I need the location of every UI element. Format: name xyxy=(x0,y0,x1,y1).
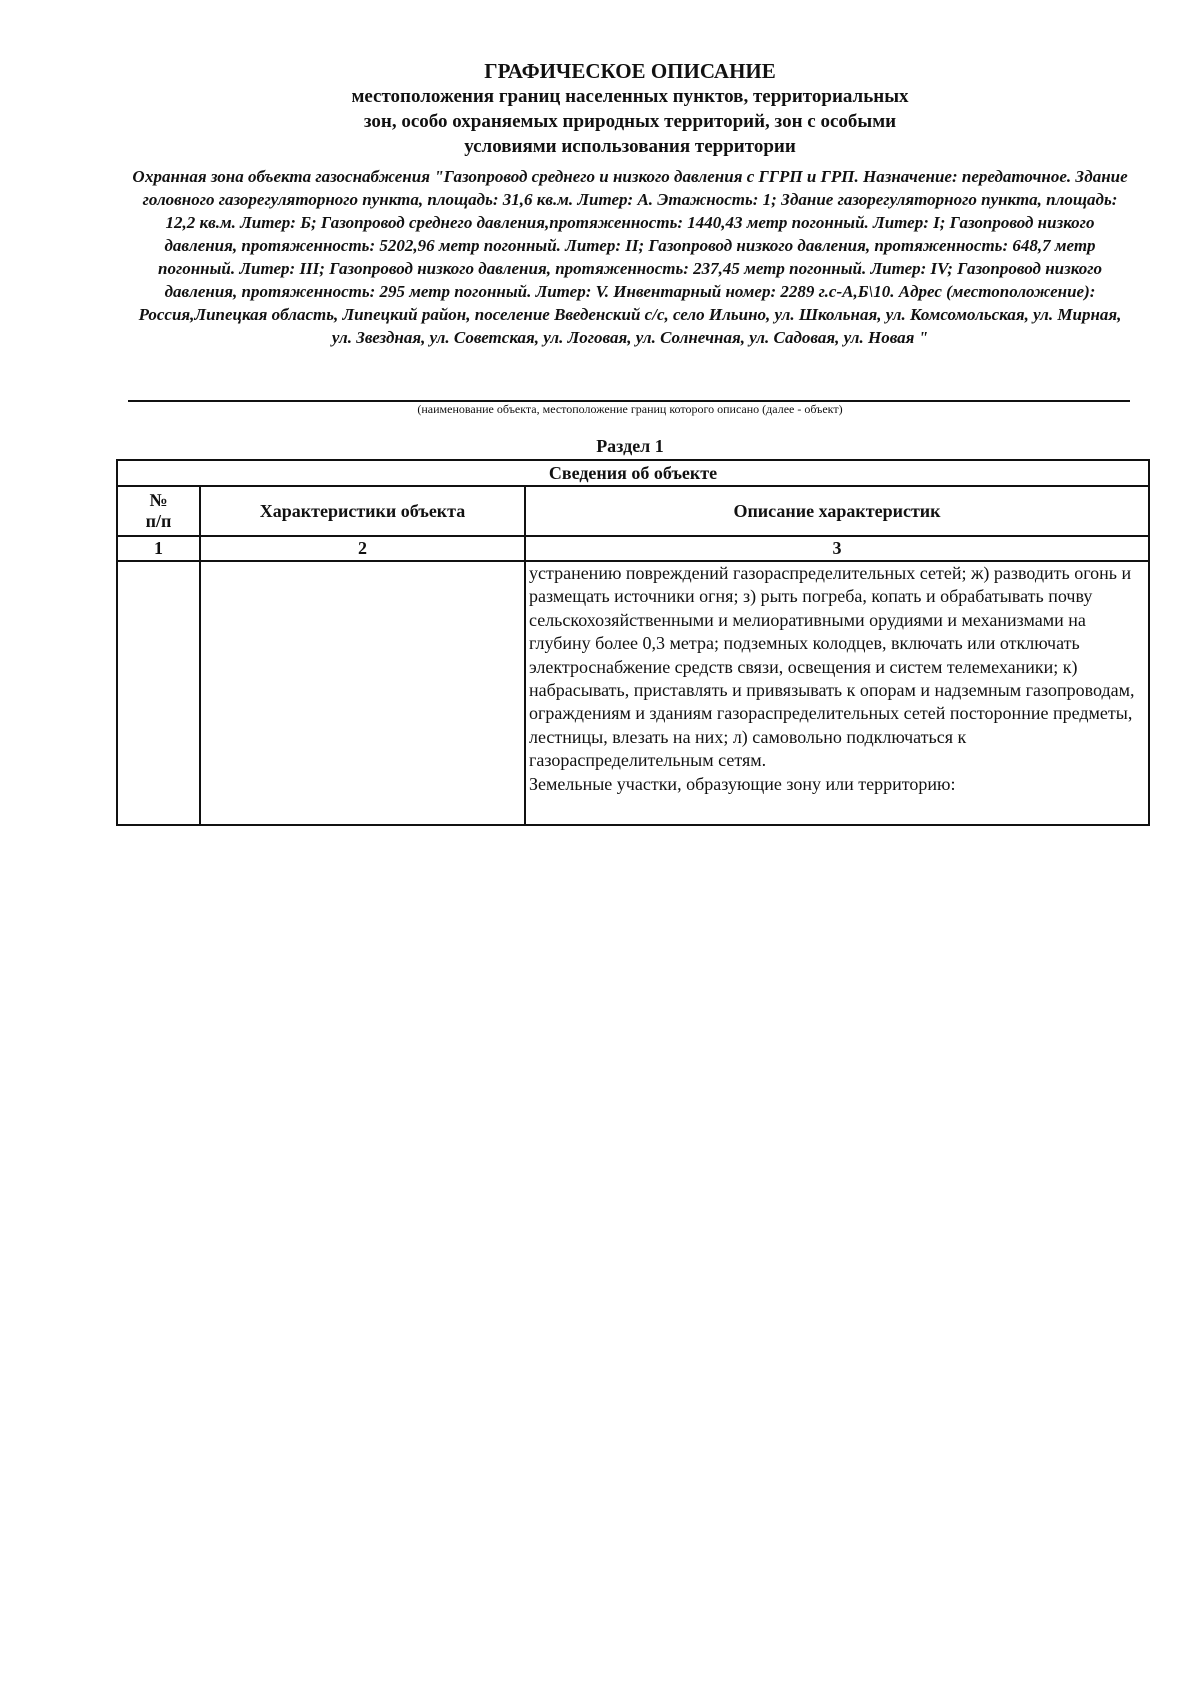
column-numbers-row xyxy=(117,536,1149,561)
row-description xyxy=(526,562,1148,796)
table-title: Сведения об объекте xyxy=(117,460,1149,486)
table-title-row xyxy=(117,460,1149,486)
subtitle-line: зон, особо охраняемых природных территорий, зон с особыми xyxy=(363,111,897,132)
document-title: ГРАФИЧЕСКОЕ ОПИСАНИЕ xyxy=(484,59,776,83)
object-name-caption: (наименование объекта, местоположение границ которого описано (далее - объект) xyxy=(417,402,843,416)
table-row xyxy=(117,561,1149,825)
header-number-abbr: п/п xyxy=(145,511,172,531)
table-header-row xyxy=(117,486,1149,536)
subtitle-line: условиями использования территории xyxy=(464,136,796,157)
object-info-table xyxy=(116,459,1150,826)
description-text: устранению повреждений газораспределительных сетей; ж) разводить огонь и размещать источники огня; з) рыть погреба, копать и обрабатывать почву сельскохозяйственными и мелиоративными орудиями и механизмами на глубину более 0,3 метра; подземных колодцев, включать или отключать электроснабжение средств связи, освещения и систем телемеханики; к) набрасывать, приставлять и привязывать к опорам и надземным газопроводам, ограждениям и зданиям газораспределительных сетей посторонние предметы, лестницы, влезать на них; л) самовольно подключаться к газораспределительным сетям. xyxy=(529,563,1135,771)
object-name: Охранная зона объекта газоснабжения "Газопровод среднего и низкого давления с ГГРП и ГРП. Назначение: передаточное. Здание головного газорегуляторного пункта, площадь: 31,6 кв.м. Литер: А. Этажность: 1; Здание газорегуляторного пункта, площадь: 12,2 кв.м. Литер: Б; Газопровод среднего давления,протяженность: 1440,43 метр погонный. Литер: I; Газопровод низкого давления, протяженность: 5202,96 метр погонный. Литер: II; Газопровод низкого давления, протяженность: 648,7 метр погонный. Литер: III; Газопровод низкого давления, протяженность: 237,45 метр погонный. Литер: IV; Газопровод низкого давления, протяженность: 295 метр погонный. Литер: V. Инвентарный номер: 2289 г.с-А,Б\10. Адрес (местоположение): Россия,Липецкая область, Липецкий район, поселение Введенский с/с, село Ильино, ул. Школьная, ул. Комсомольская, ул. Мирная, ул. Звездная, ул. Советская, ул. Логовая, ул. Солнечная, ул. Садовая, ул. Новая " xyxy=(132,167,1128,347)
column-number-1: 1 xyxy=(117,536,200,561)
row-number-cell xyxy=(117,561,200,825)
header-number-sign: № xyxy=(149,490,168,510)
column-number-3: 3 xyxy=(525,536,1149,561)
header-description: Описание характеристик xyxy=(525,486,1149,536)
header-characteristics: Характеристики объекта xyxy=(200,486,525,536)
row-characteristic-cell xyxy=(200,561,525,825)
document-subtitle xyxy=(0,84,1200,159)
row-description-cell xyxy=(525,561,1149,825)
header-number xyxy=(117,486,200,536)
section-title: Раздел 1 xyxy=(596,436,664,456)
subtitle-line: местоположения границ населенных пунктов, территориальных xyxy=(351,86,909,107)
description-text-land-plots: Земельные участки, образующие зону или территорию: xyxy=(529,773,956,794)
column-number-2: 2 xyxy=(200,536,525,561)
